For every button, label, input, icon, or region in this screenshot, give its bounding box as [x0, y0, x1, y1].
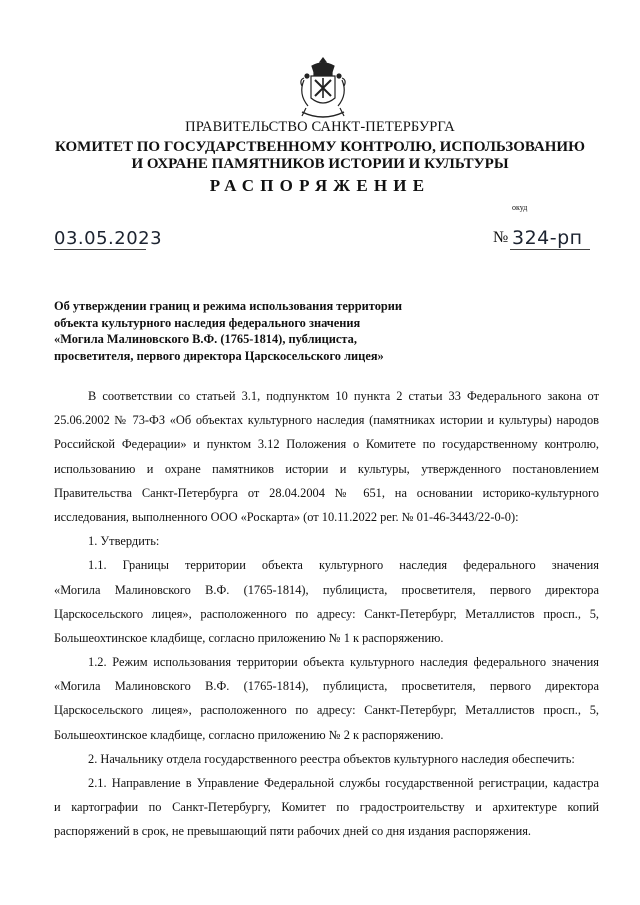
body-line: 2. Начальнику отдела государственного реестра объектов культурного наследия обеспечить:	[88, 751, 575, 766]
body-line: 1. Утвердить:	[88, 534, 160, 549]
body-line: Большеохтинское кладбище, согласно приложению № 2 к распоряжению.	[54, 727, 444, 742]
body-line: 1.1. Границы территории объекта культурного наследия федерального значения	[88, 558, 599, 573]
committee-name-line-2: И ОХРАНЕ ПАМЯТНИКОВ ИСТОРИИ И КУЛЬТУРЫ	[131, 156, 509, 172]
subject-line: просветителя, первого директора Царскосельского лицея»	[54, 348, 384, 363]
body-line: и картографии по Санкт-Петербургу, Комитет по градостроительству и архитектуре копий	[54, 800, 599, 815]
body-line: Российской Федерации» и пунктом 3.12 Положения о Комитете по государственному контролю,	[54, 437, 599, 452]
document-number: 324-рп	[512, 227, 583, 249]
document-subject	[54, 298, 402, 364]
body-line: 25.06.2002 № 73-ФЗ «Об объектах культурного наследия (памятниках истории и культуры) народов	[54, 413, 599, 428]
date-underline	[54, 249, 146, 250]
body-line: Большеохтинское кладбище, согласно приложению № 1 к распоряжению.	[54, 630, 444, 645]
subject-line: «Могила Малиновского В.Ф. (1765-1814), публициста,	[54, 332, 357, 347]
body-line: исследования, выполненного ООО «Роскарта» (от 10.11.2022 рег. № 01-46-3443/22-0-0):	[54, 509, 519, 524]
number-label: №	[493, 229, 509, 246]
body-line: 1.2. Режим использования территории объекта культурного наследия федерального значения	[88, 655, 599, 670]
body-line: «Могила Малиновского В.Ф. (1765-1814), публициста, просветителя, первого директора	[54, 679, 599, 694]
document-type-title: РАСПОРЯЖЕНИЕ	[209, 176, 431, 195]
body-line: 2.1. Направление в Управление Федеральной службы государственной регистрации, кадастра	[88, 776, 599, 790]
body-line: Царскосельского лицея», расположенного по адресу: Санкт-Петербург, Металлистов просп., 5,	[54, 606, 599, 621]
coat-of-arms-emblem	[296, 56, 350, 118]
body-line: «Могила Малиновского В.Ф. (1765-1814), публициста, просветителя, первого директора	[54, 582, 599, 597]
body-line: Правительства Санкт-Петербурга от 28.04.2004 № 651, на основании историко-культурного	[54, 485, 599, 500]
document-date: 03.05.2023	[54, 228, 163, 249]
subject-line: объекта культурного наследия федерального значения	[54, 315, 361, 330]
okud-label: окуд	[512, 203, 528, 212]
body-line: использованию и охране памятников истории и культуры, утвержденного постановлением	[54, 461, 599, 476]
committee-name-line-1: КОМИТЕТ ПО ГОСУДАРСТВЕННОМУ КОНТРОЛЮ, ИСПОЛЬЗОВАНИЮ	[55, 139, 585, 155]
number-underline	[510, 249, 590, 250]
document-body	[54, 384, 599, 844]
body-line: В соответствии со статьей 3.1, подпунктом 10 пункта 2 статьи 33 Федерального закона от	[88, 389, 599, 403]
government-name: ПРАВИТЕЛЬСТВО САНКТ-ПЕТЕРБУРГА	[185, 119, 455, 135]
subject-line: Об утверждении границ и режима использования территории	[54, 299, 403, 313]
body-line: распоряжений в срок, не превышающий пяти рабочих дней со дня издания распоряжения.	[54, 824, 532, 839]
body-line: Царскосельского лицея», расположенного по адресу: Санкт-Петербург, Металлистов просп., 5,	[54, 703, 599, 718]
